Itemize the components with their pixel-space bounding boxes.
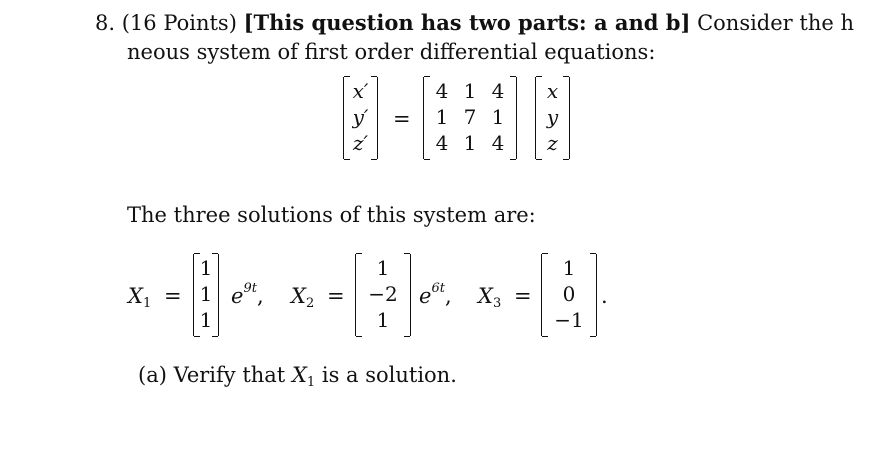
solution-label: $X_1$ <box>128 284 152 311</box>
matrix-cell: 4 <box>491 79 505 103</box>
part-a-prompt <box>138 363 457 390</box>
vector-entry: 1 <box>376 256 390 280</box>
vector-entry: 1 <box>199 308 213 332</box>
problem-intro-line2: neous system of first order differential equations: <box>127 40 656 64</box>
part-a-sub: 1 <box>306 375 316 390</box>
matrix-cell: 1 <box>491 105 505 129</box>
problem-parts-note: [This question has two parts: a and b] <box>243 10 691 35</box>
vector-entry: 1 <box>562 256 576 280</box>
problem-points: (16 Points) <box>121 11 237 35</box>
matrix-cell: 7 <box>463 105 477 129</box>
exponential-factor: $e^{6t}$, <box>419 281 452 308</box>
lhs-vector <box>343 77 378 159</box>
lhs-entry: x′ <box>352 79 369 103</box>
solution-vector <box>355 254 411 336</box>
vector-entry: 1 <box>376 308 390 332</box>
vector-entry: 0 <box>562 282 576 306</box>
part-a-suffix: is a solution. <box>321 363 457 387</box>
vector-entry: 1 <box>199 282 213 306</box>
solutions-intro: The three solutions of this system are: <box>127 203 536 227</box>
rhs-entry: z <box>547 131 558 155</box>
matrix-cell: 4 <box>435 79 449 103</box>
terminal-period: . <box>601 284 608 308</box>
problem-number: 8. <box>95 11 116 35</box>
equals-sign: = <box>327 284 345 308</box>
matrix-cell: 4 <box>435 131 449 155</box>
rhs-entry: x <box>546 79 559 103</box>
vector-entry: −1 <box>554 308 584 332</box>
vector-entry: 1 <box>199 256 213 280</box>
lhs-entry: y′ <box>352 105 369 129</box>
matrix-cell: 4 <box>491 131 505 155</box>
rhs-vector <box>535 77 570 159</box>
lhs-entry: z′ <box>352 131 369 155</box>
exponential-factor: $e^{9t}$, <box>231 281 264 308</box>
part-a-var: X <box>291 363 307 387</box>
equals-sign: = <box>514 284 532 308</box>
coefficient-matrix <box>423 77 517 159</box>
problem-header <box>95 10 854 35</box>
solution-label: $X_2$ <box>291 284 315 311</box>
equals-sign: = <box>164 284 182 308</box>
solution-label: $X_3$ <box>478 284 502 311</box>
solution-vector <box>541 254 597 336</box>
matrix-cell: 1 <box>435 105 449 129</box>
vector-entry: −2 <box>368 282 398 306</box>
rhs-entry: y <box>546 105 559 129</box>
matrix-cell: 1 <box>463 79 477 103</box>
part-a-prefix: (a) Verify that <box>138 363 286 387</box>
solution-vector <box>193 254 219 336</box>
problem-intro: Consider the h <box>697 11 854 35</box>
equals-sign: = <box>393 107 411 131</box>
matrix-cell: 1 <box>463 131 477 155</box>
